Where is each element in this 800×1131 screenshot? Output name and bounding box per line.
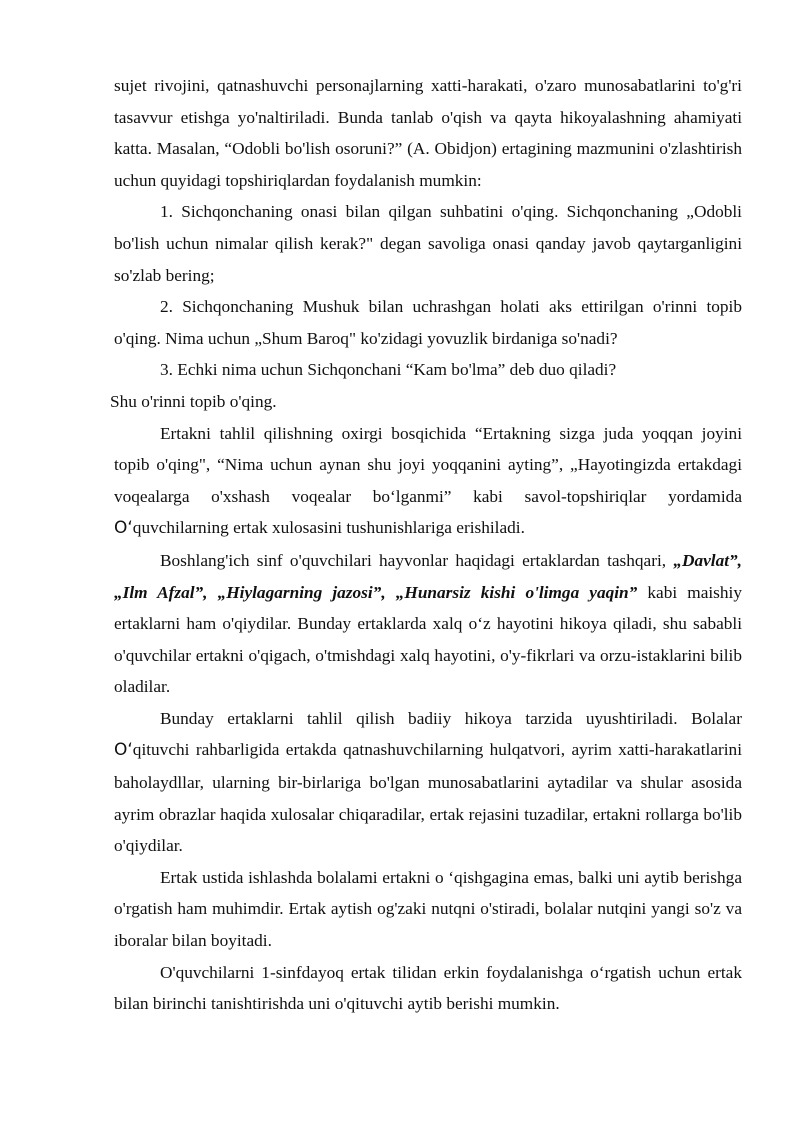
sans-letter-2: O‘ xyxy=(114,740,133,761)
task-item-2: 2. Sichqonchaning Mushuk bilan uchrashgan holati aks ettirilgan o'rinni topib o'qing. Nima uchun „Shum Baroq" ko'zidagi yovuzlik birdaniga so'nadi? xyxy=(114,297,742,348)
paragraph-final-stage-text: Ertakni tahlil qilishning oxirgi bosqichida “Ertakning sizga juda yoqqan joyini topib o'qing", “Nima uchun aynan shu joyi yoqqanini ayting”, „Hayotingizda ertakdagi voqealarga o'xshash voqealar bo‘lganmi” kabi savol-topshiriqlar yordamida xyxy=(114,423,742,506)
task-item-3: 3. Echki nima uchun Sichqonchani “Kam bo'lma” deb duo qiladi? xyxy=(160,360,617,380)
paragraph-household-start: Boshlang'ich sinf o'quvchilari hayvonlar haqidagi ertaklardan tashqari, xyxy=(160,550,674,570)
task-item-1: 1. Sichqonchaning onasi bilan qilgan suhbatini o'qing. Sichqonchaning „Odobli bo'lish uchun nimalar qilish kerak?" degan savoliga onasi qanday javob qaytarganligini so'zlab bering; xyxy=(114,202,742,285)
document-page xyxy=(110,70,742,1020)
sans-letter: O‘ xyxy=(114,518,133,539)
paragraph-intro: sujet rivojini, qatnashuvchi personajlarning xatti-harakati, o'zaro munosabatlarini to'g'ri tasavvur etishga yo'naltiriladi. Bunda tanlab o'qish va qayta hikoyalashning ahamiyati katta. Masalan, “Odobli bo'lish osoruni?” (A. Obidjon) ertagining mazmunini o'zlashtirish uchun quyidagi topshiriqlardan foydalanish mumkin: xyxy=(114,76,742,190)
paragraph-analysis xyxy=(114,703,742,862)
paragraph-analysis-end: qituvchi rahbarligida ertakda qatnashuvchilarning hulqatvori, ayrim xatti-harakatlarini baholaydllar, ularning bir-birlariga bo'lgan munosabatlarini aytadilar va shular asosida ayrim obrazlar haqida xulosalar chiqaradilar, ertak rejasini tuzadilar, ertakni rollarga bo'lib o'qiydilar. xyxy=(114,740,742,856)
paragraph-first-grade: O'quvchilarni 1-sinfdayoq ertak tilidan erkin foydalanishga o‘rgatish uchun ertak bilan birinchi tanishtirishda uni o'qituvchi aytib berishi mumkin. xyxy=(114,962,742,1014)
paragraph-analysis-start: Bunday ertaklarni tahlil qilish badiiy hikoya tarzida uyushtiriladi. Bolalar xyxy=(160,708,742,728)
paragraph-final-stage-end: quvchilarning ertak xulosasini tushunishlariga erishiladi. xyxy=(132,518,525,538)
paragraph-household-tales xyxy=(114,545,742,703)
task-item-3-continuation: Shu o'rinni topib o'qing. xyxy=(110,391,277,411)
paragraph-household-end: kabi maishiy ertaklarni ham o'qiydilar. Bunday ertaklarda xalq o‘z hayotini hikoya qiladi, shu sababli o'quvchilar ertakni o'qigach, o'tmishdagi xalq hayotini, o'y-fikrlari va orzu-istaklarini bilib oladilar. xyxy=(114,582,742,697)
paragraph-retelling: Ertak ustida ishlashda bolalami ertakni o ‘qishgagina emas, balki uni aytib berishga o'rgatish ham muhimdir. Ertak aytish og'zaki nutqni o'stiradi, bolalar nutqini yangi so'z va iboralar bilan boyitadi. xyxy=(114,867,742,951)
paragraph-final-stage xyxy=(114,418,742,545)
tale-titles: „Davlat”, „Ilm Afzal”, „Hiylagarning jazosi”, „Hunarsiz kishi o'limga yaqin” xyxy=(114,550,742,602)
